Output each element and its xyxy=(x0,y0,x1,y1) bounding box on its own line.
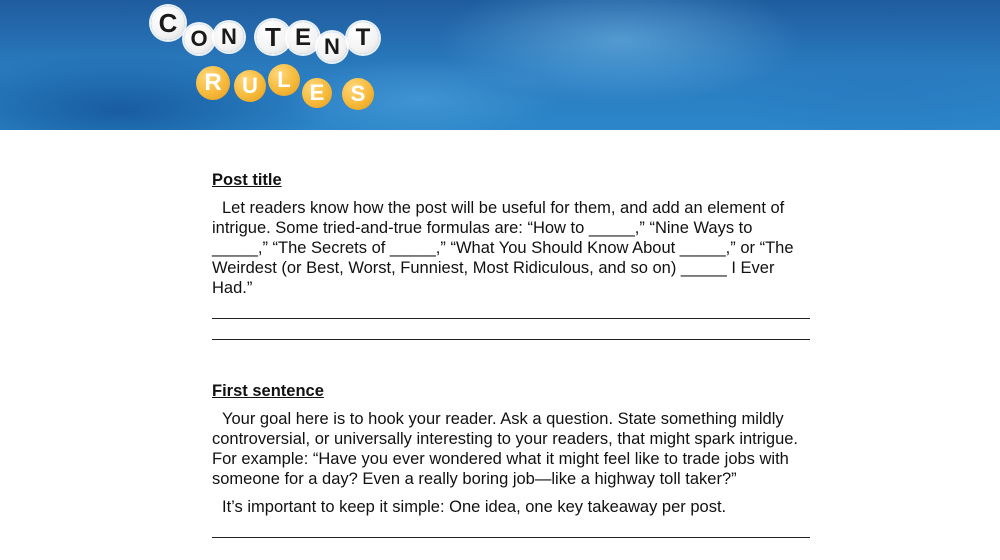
writing-line xyxy=(212,537,810,538)
section-heading: Post title xyxy=(212,171,282,189)
logo-letter: S xyxy=(342,78,374,110)
writing-line xyxy=(212,339,810,340)
body-paragraph: Your goal here is to hook your reader. Ask a question. State something mildly controversial, or universally interesting to your readers, that might spark intrigue. For example: “Have you ever wondered what it might feel like to trade jobs with someone for a day? Even a really boring job—like a highway toll taker?” xyxy=(212,410,799,488)
logo-letter: L xyxy=(268,64,300,96)
document-body xyxy=(212,168,812,538)
body-paragraph: Let readers know how the post will be useful for them, and add an element of intrigue. Some tried-and-true formulas are: “How to _____,” “Nine Ways to _____,” “The Secrets of _____,” “What You Should Know About _____,” or “The Weirdest (or Best, Worst, Funniest, Most Ridiculous, and so on) _____ I Ever Had.” xyxy=(212,199,794,297)
logo-letter: E xyxy=(302,78,332,108)
content-rules-logo xyxy=(0,0,1000,130)
header-banner xyxy=(0,0,1000,130)
logo-letter: U xyxy=(234,70,266,102)
section-post-title xyxy=(212,168,812,340)
body-paragraph: It’s important to keep it simple: One idea, one key takeaway per post. xyxy=(222,498,727,516)
logo-letter: T xyxy=(347,22,379,54)
section-first-sentence xyxy=(212,379,812,538)
logo-letter: N xyxy=(214,22,244,52)
logo-letter: R xyxy=(196,66,230,100)
logo-letter: C xyxy=(151,6,185,40)
logo-letter: O xyxy=(184,24,214,54)
logo-letter: N xyxy=(317,32,347,62)
logo-letter: E xyxy=(287,22,319,54)
section-heading: First sentence xyxy=(212,382,324,400)
writing-line xyxy=(212,318,810,319)
logo-letter: T xyxy=(256,20,290,54)
